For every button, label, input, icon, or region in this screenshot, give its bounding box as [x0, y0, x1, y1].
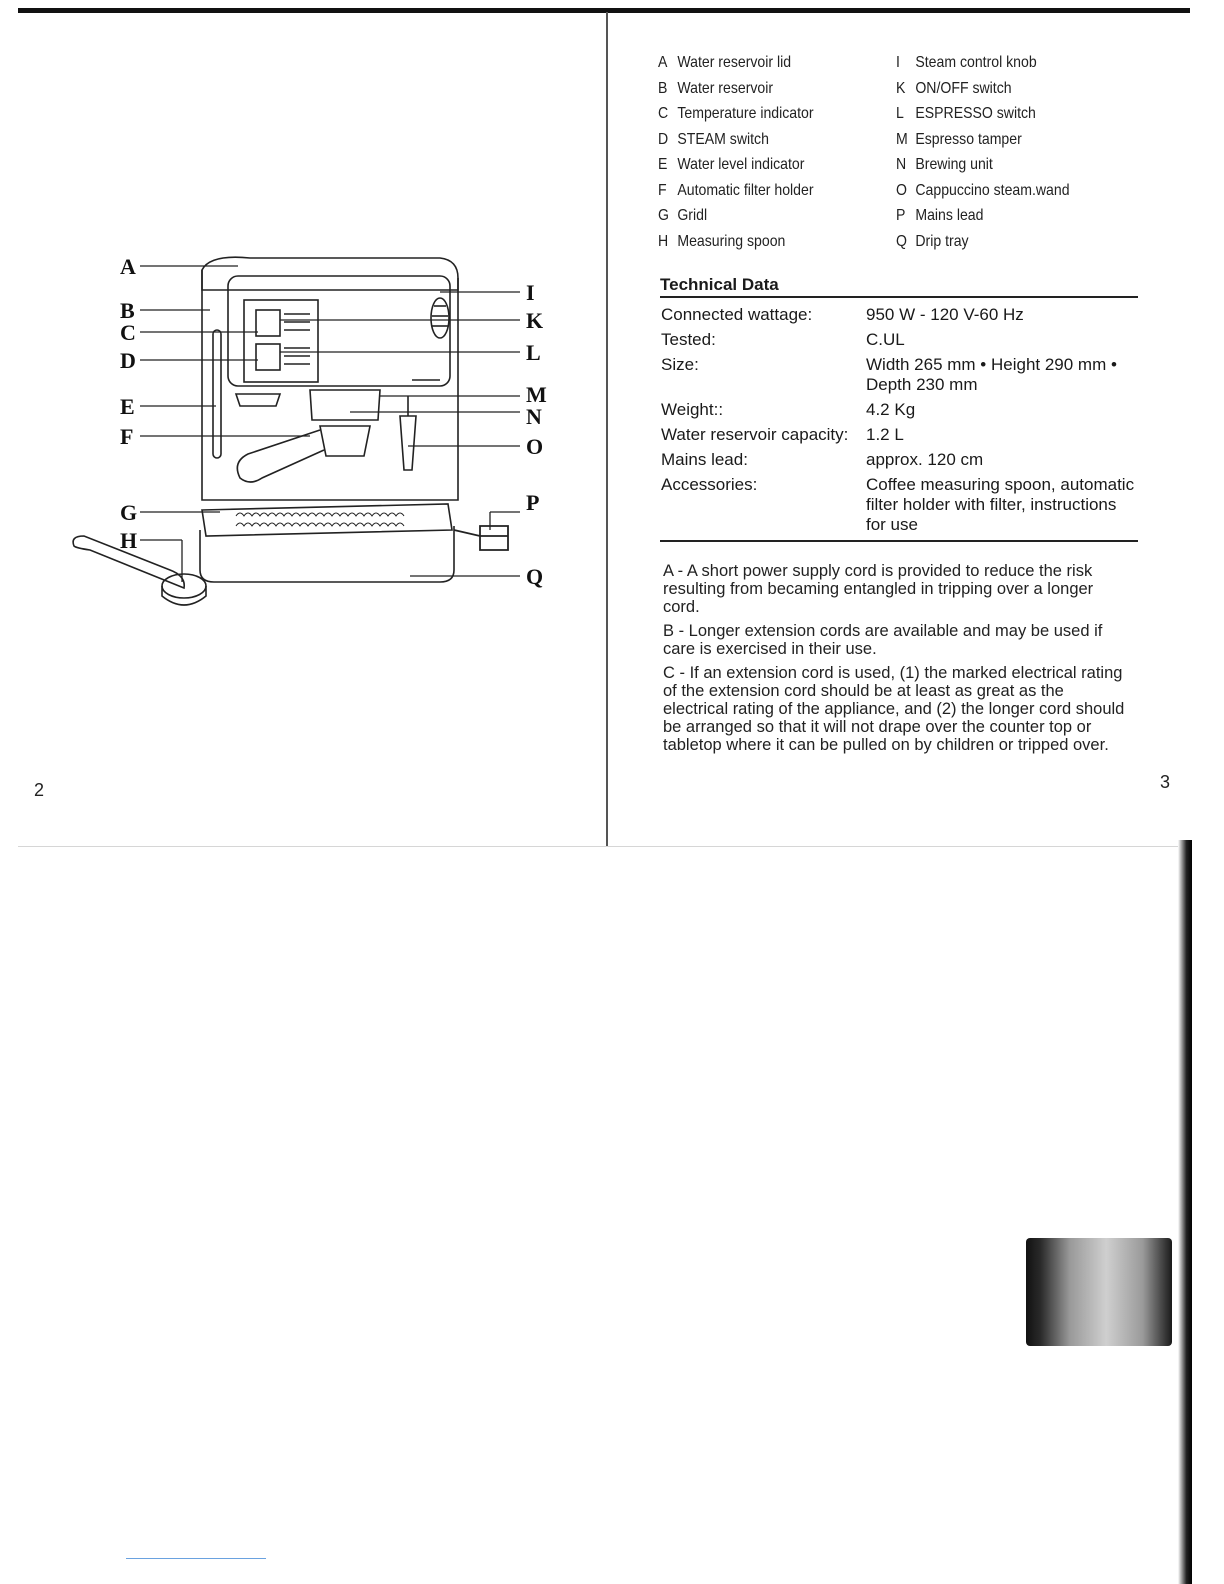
page-fold [606, 12, 608, 847]
legend-item [896, 207, 1070, 233]
legend-item [896, 80, 1070, 106]
technical-data-value: approx. 120 cm [866, 450, 984, 469]
technical-data-row [661, 450, 1137, 470]
legend-label: Drip tray [915, 232, 969, 250]
parts-legend-col1 [658, 54, 835, 258]
callout-l: L [526, 340, 541, 365]
legend-key: I [896, 54, 900, 71]
legend-item [658, 131, 814, 157]
legend-item [896, 131, 1070, 157]
scan-artifact-line [126, 1558, 266, 1559]
espresso-machine-diagram [60, 230, 560, 640]
callout-e: E [120, 394, 135, 419]
safety-notes [663, 562, 1133, 760]
legend-key: F [658, 181, 667, 199]
callout-i: I [526, 280, 535, 305]
callout-h: H [120, 528, 138, 553]
callout-m: M [526, 382, 547, 407]
diagram-lid [202, 257, 458, 290]
callout-d: D [120, 348, 136, 373]
legend-item [658, 233, 814, 259]
technical-data-row [661, 400, 1137, 420]
diagram-tamper [236, 394, 280, 406]
legend-item [896, 233, 1070, 259]
technical-data-table [661, 305, 1137, 540]
spread-bottom-edge [18, 846, 1190, 847]
diagram-water-level [213, 330, 221, 458]
legend-label: Temperature indicator [677, 105, 814, 122]
legend-item [896, 156, 1070, 182]
callout-g: G [120, 500, 138, 525]
page-number-left: 2 [34, 780, 45, 800]
legend-label: Mains lead [915, 207, 984, 224]
legend-label: Espresso tamper [915, 130, 1022, 148]
callout-n: N [526, 404, 542, 429]
legend-key: G [658, 207, 669, 224]
legend-key: O [896, 181, 907, 199]
callout-a: A [120, 254, 136, 279]
legend-label: ON/OFF switch [915, 79, 1012, 97]
callout-b: B [120, 298, 135, 323]
legend-label: Cappuccino steam.wand [915, 181, 1070, 199]
callout-q: Q [526, 564, 544, 589]
technical-data-label: Connected wattage: [661, 305, 813, 324]
technical-data-label: Weight:: [661, 400, 724, 419]
technical-data-label: Size: [661, 355, 699, 374]
callout-o: O [526, 434, 544, 459]
technical-data-bottom-rule [660, 540, 1138, 542]
diagram-brewing-unit [310, 390, 380, 420]
page-number-right: 3 [1160, 772, 1171, 792]
technical-data-title: Technical Data [660, 275, 779, 294]
legend-item [896, 54, 1070, 80]
legend-key: N [896, 156, 907, 173]
technical-data-label: Tested: [661, 330, 716, 349]
technical-data-row [661, 475, 1137, 535]
legend-key: M [896, 130, 908, 148]
legend-key: A [658, 54, 668, 71]
legend-label: Gridl [677, 207, 708, 224]
technical-data-value: Width 265 mm • Height 290 mm • Depth 230 mm [866, 355, 1117, 394]
note-c: C - If an extension cord is used, (1) the marked electrical rating of the extension cord should be at least as great as the electrical rating of the appliance, and (2) the longer cord should be arranged so that it will not drape over the counter top or tabletop where it can be pulled on by children or tripped over. [663, 664, 1125, 754]
technical-data-label: Mains lead: [661, 450, 748, 469]
technical-data-value: 950 W - 120 V-60 Hz [866, 305, 1024, 324]
callout-p: P [526, 490, 540, 515]
legend-key: D [658, 130, 669, 148]
technical-data-value: C.UL [866, 330, 905, 349]
parts-legend-col2 [896, 54, 1093, 258]
diagram-mains-plug [454, 526, 508, 550]
scan-edge-shadow [1178, 840, 1192, 1584]
callout-c: C [120, 320, 136, 345]
technical-data-value: Coffee measuring spoon, automatic filter holder with filter, instructions for use [866, 475, 1135, 534]
diagram-drip-tray [200, 526, 454, 582]
legend-item [658, 156, 814, 182]
spread-top-rule [18, 8, 1190, 13]
diagram-steam-wand [400, 396, 416, 470]
diagram-steam-knob [431, 298, 449, 338]
note-a: A - A short power supply cord is provided to reduce the risk resulting from becaming entangled in tripping over a longer cord. [663, 562, 1094, 616]
legend-key: K [896, 79, 906, 97]
legend-item [658, 80, 814, 106]
legend-key: E [658, 156, 668, 173]
legend-label: Steam control knob [915, 54, 1037, 71]
callout-k: K [526, 308, 544, 333]
technical-data-row [661, 425, 1137, 445]
legend-label: Water reservoir [677, 79, 774, 97]
legend-label: Measuring spoon [677, 232, 786, 250]
legend-item [658, 182, 814, 208]
diagram-control-panel [244, 300, 318, 382]
diagram-drip-tray-grid [202, 504, 452, 536]
technical-data-row [661, 305, 1137, 325]
legend-key: Q [896, 232, 907, 250]
legend-item [658, 207, 814, 233]
legend-key: C [658, 105, 669, 122]
note-b: B - Longer extension cords are available and may be used if care is exercised in their use. [663, 622, 1103, 658]
legend-key: H [658, 232, 669, 250]
legend-label: Automatic filter holder [677, 181, 814, 199]
technical-data-label: Water reservoir capacity: [661, 425, 849, 444]
technical-data-value: 4.2 Kg [866, 400, 916, 419]
diagram-body [202, 270, 458, 500]
technical-data-row [661, 355, 1137, 395]
legend-item [658, 54, 814, 80]
callout-f: F [120, 424, 134, 449]
legend-key: L [896, 105, 904, 122]
legend-label: Water reservoir lid [677, 54, 792, 71]
thumb-index-tab [1026, 1238, 1172, 1346]
legend-label: STEAM switch [677, 130, 769, 148]
legend-key: P [896, 207, 906, 224]
technical-data-row [661, 330, 1137, 350]
legend-label: Water level indicator [677, 156, 805, 173]
technical-data-value: 1.2 L [866, 425, 904, 444]
diagram-filter-holder [320, 426, 370, 456]
technical-data-top-rule [660, 296, 1138, 298]
legend-key: B [658, 79, 668, 97]
legend-label: Brewing unit [915, 156, 993, 173]
legend-item [896, 105, 1070, 131]
legend-item [896, 182, 1070, 208]
legend-item [658, 105, 814, 131]
technical-data-label: Accessories: [661, 475, 758, 494]
legend-label: ESPRESSO switch [915, 105, 1036, 122]
